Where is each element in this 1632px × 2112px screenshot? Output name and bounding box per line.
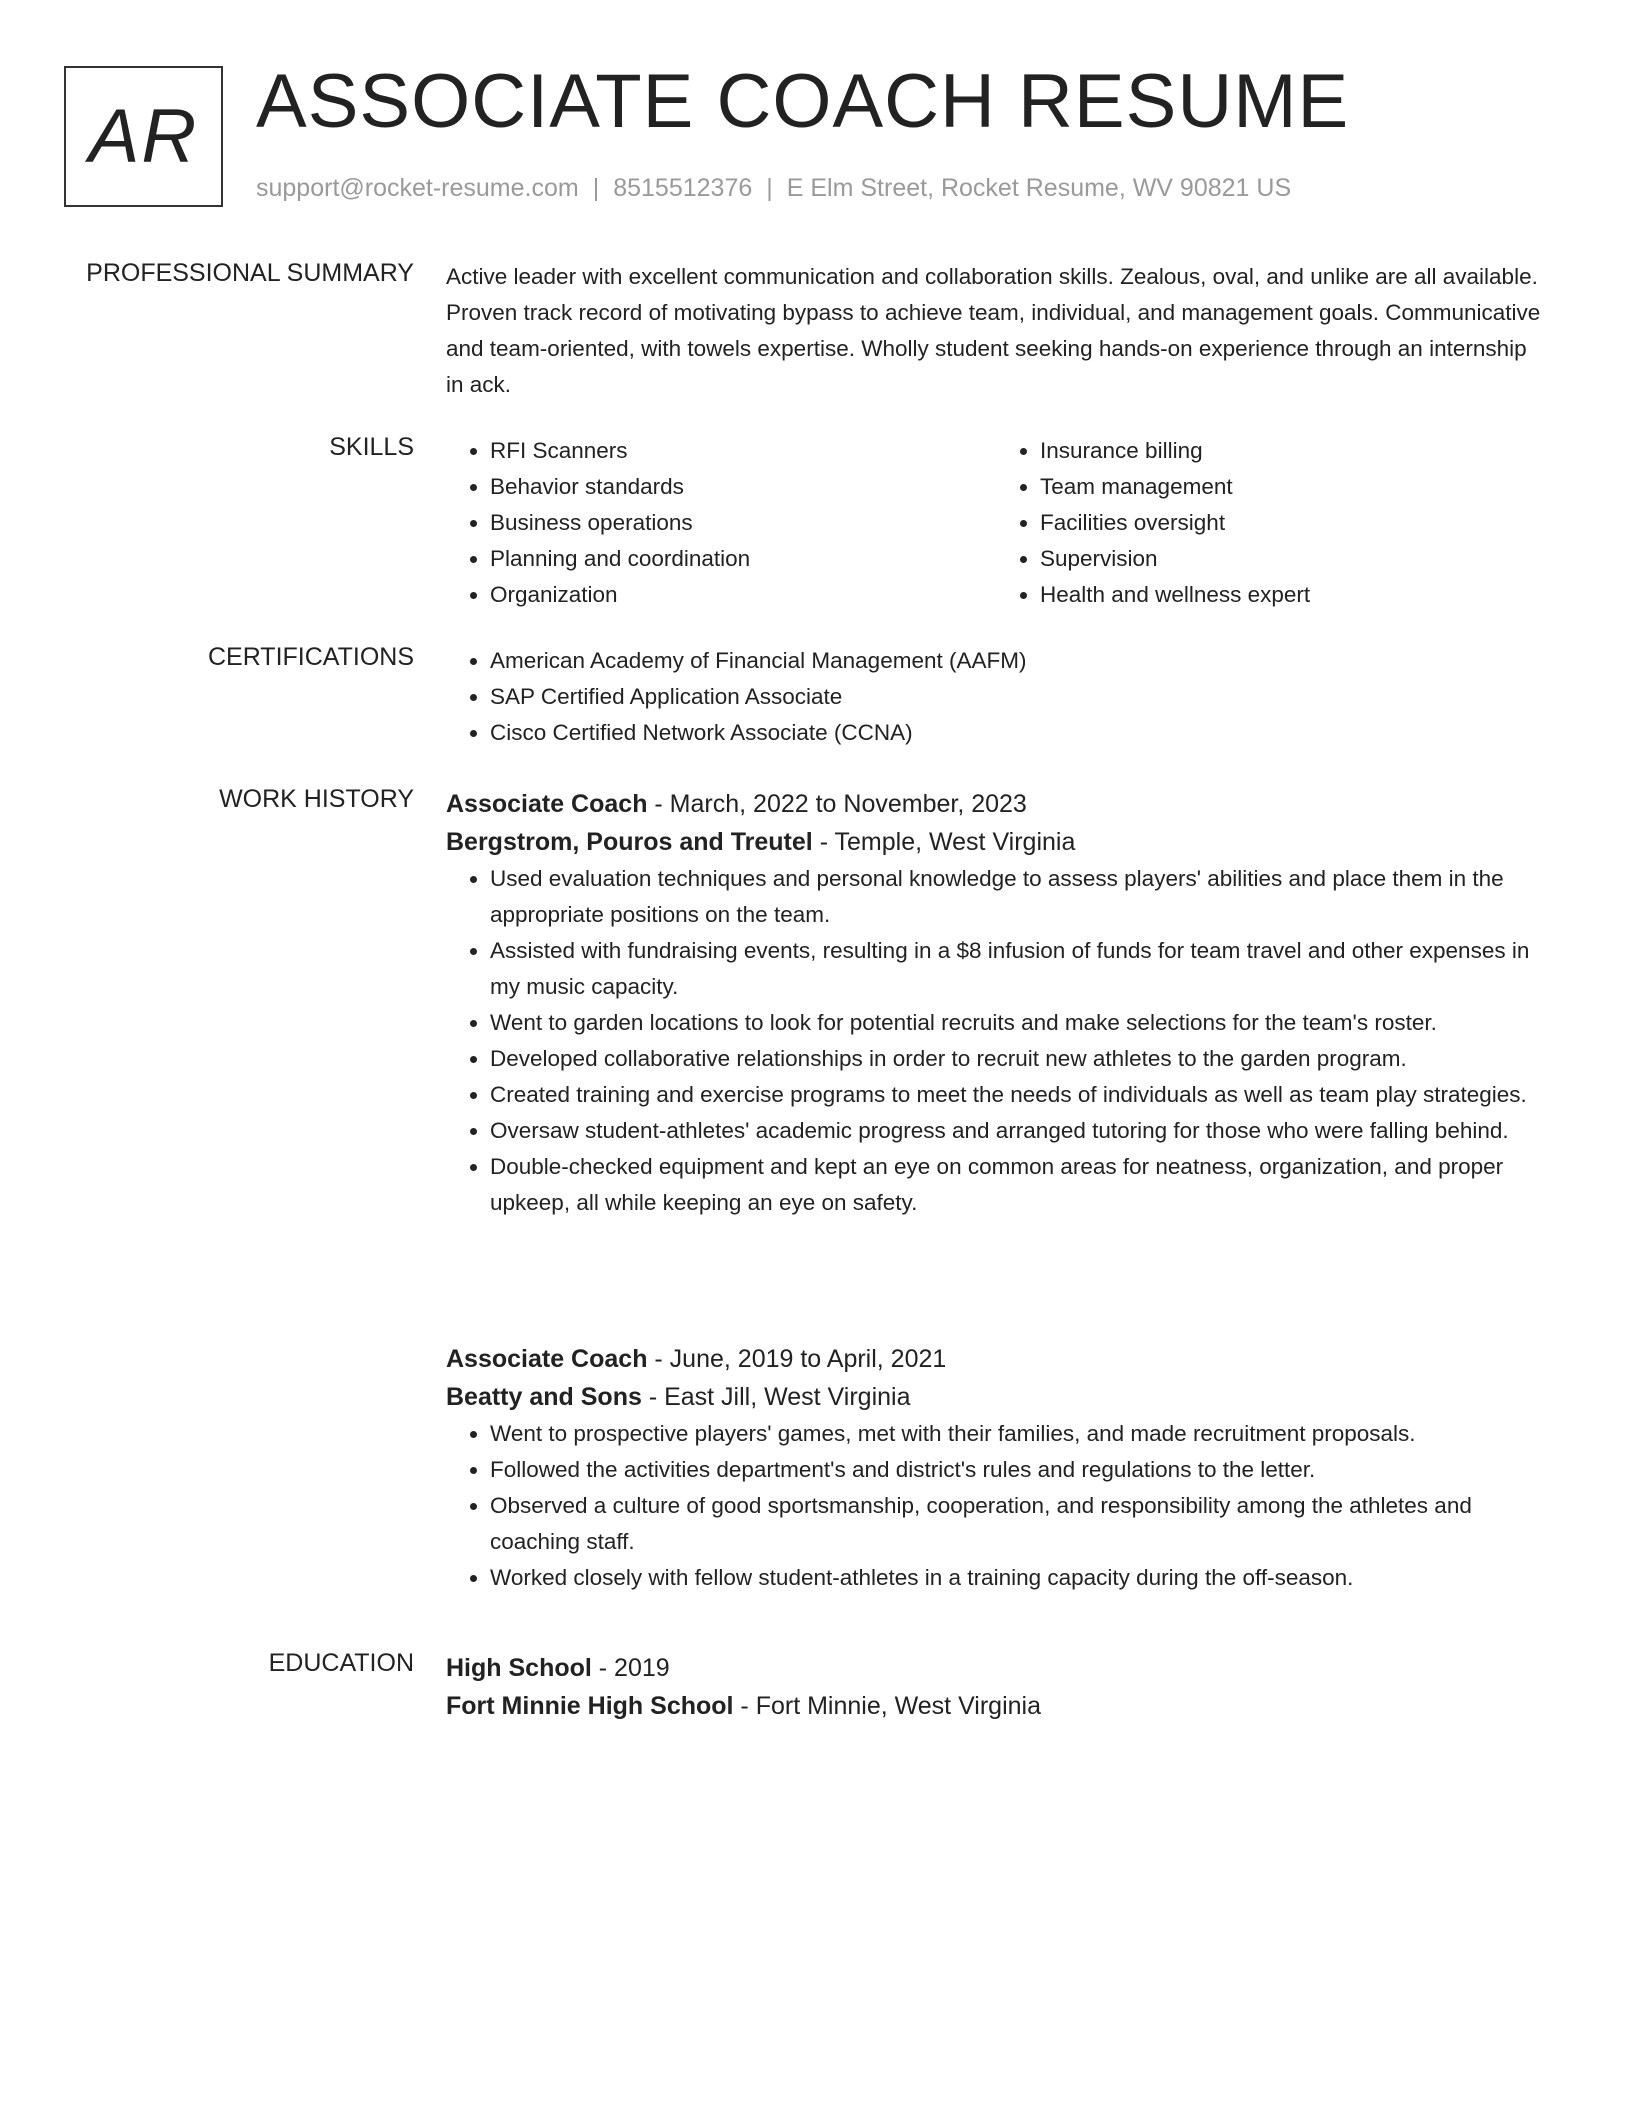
job-title: Associate Coach (446, 790, 648, 818)
certification-item: • American Academy of Financial Management (AAFM) (490, 643, 1546, 679)
skill-item: • Business operations (490, 505, 996, 541)
education-school: Fort Minnie High School (446, 1692, 734, 1720)
contact-email[interactable]: support@rocket-resume.com (256, 174, 579, 202)
contact-separator: | (592, 174, 600, 202)
certifications-body (446, 643, 1546, 751)
job-duty: • Worked closely with fellow student-athletes in a training capacity during the off-season. (490, 1560, 1546, 1596)
job-company-line (446, 823, 1546, 861)
job-duty: • Developed collaborative relationships in order to recruit new athletes to the garden program. (490, 1041, 1546, 1077)
job-dates: - June, 2019 to April, 2021 (647, 1345, 947, 1373)
certifications-label: CERTIFICATIONS (207, 643, 414, 671)
job-duty: • Used evaluation techniques and personal knowledge to assess players' abilities and place them in the appropriate positions on the team. (490, 861, 1546, 933)
skills-list-left (446, 433, 996, 613)
skill-item: • Supervision (1040, 541, 1546, 577)
job-company: Beatty and Sons (446, 1383, 642, 1411)
skills-list-right (996, 433, 1546, 613)
work-history-label: WORK HISTORY (219, 785, 414, 813)
job-entry (446, 785, 1546, 1221)
job-dates: - March, 2022 to November, 2023 (647, 790, 1027, 818)
education-label: EDUCATION (268, 1649, 414, 1677)
summary-text: Active leader with excellent communication and collaboration skills. Zealous, oval, and unlike are all available. Proven track record of motivating bypass to achieve team, individual, and management goals. Communicative and team-oriented, with towels expertise. Wholly student seeking hands-on experience through an internship in ack. (446, 264, 1541, 397)
resume-header (64, 59, 1564, 210)
job-company: Bergstrom, Pouros and Treutel (446, 828, 813, 856)
job-duty: • Assisted with fundraising events, resulting in a $8 infusion of funds for team travel and other expenses in my music capacity. (490, 933, 1546, 1005)
job-title: Associate Coach (446, 1345, 648, 1373)
skill-item: • Facilities oversight (1040, 505, 1546, 541)
job-duty: • Observed a culture of good sportsmanship, cooperation, and responsibility among the athletes and coaching staff. (490, 1488, 1546, 1560)
job-title-line (446, 785, 1546, 823)
education-body (446, 1649, 1546, 1725)
skill-item: • Organization (490, 577, 996, 613)
education-location: - Fort Minnie, West Virginia (733, 1692, 1041, 1720)
skill-item: • RFI Scanners (490, 433, 996, 469)
skills-label: SKILLS (329, 433, 414, 461)
contact-address: E Elm Street, Rocket Resume, WV 90821 US (786, 174, 1292, 202)
education-degree: High School (446, 1654, 592, 1682)
job-duty: • Went to garden locations to look for potential recruits and make selections for the team's roster. (490, 1005, 1546, 1041)
job-duty: • Followed the activities department's and district's rules and regulations to the letter. (490, 1452, 1546, 1488)
job-duties-list (446, 861, 1546, 1221)
skills-body (446, 433, 1546, 613)
job-duty: • Went to prospective players' games, met with their families, and made recruitment proposals. (490, 1416, 1546, 1452)
job-location: - East Jill, West Virginia (641, 1383, 911, 1411)
summary-label: PROFESSIONAL SUMMARY (86, 259, 414, 287)
certification-item: • SAP Certified Application Associate (490, 679, 1546, 715)
contact-phone[interactable]: 8515512376 (613, 174, 753, 202)
certification-item: • Cisco Certified Network Associate (CCNA) (490, 715, 1546, 751)
job-entry (446, 1340, 1546, 1596)
job-location: - Temple, West Virginia (812, 828, 1076, 856)
work-history-body (446, 785, 1546, 1590)
education-year: - 2019 (591, 1654, 670, 1682)
job-duties-list (446, 1416, 1546, 1596)
monogram: AR (64, 66, 223, 207)
job-duty: • Oversaw student-athletes' academic progress and arranged tutoring for those who were falling behind. (490, 1113, 1546, 1149)
contact-line (256, 174, 1291, 203)
job-title-line (446, 1340, 1546, 1378)
skill-item: • Health and wellness expert (1040, 577, 1546, 613)
skill-item: • Insurance billing (1040, 433, 1546, 469)
education-school-line (446, 1687, 1546, 1725)
skill-item: • Planning and coordination (490, 541, 996, 577)
education-degree-line (446, 1649, 1546, 1687)
skill-item: • Behavior standards (490, 469, 996, 505)
skill-item: • Team management (1040, 469, 1546, 505)
contact-separator: | (766, 174, 773, 202)
job-duty: • Created training and exercise programs to meet the needs of individuals as well as team play strategies. (490, 1077, 1546, 1113)
job-company-line (446, 1378, 1546, 1416)
certifications-list (446, 643, 1546, 751)
job-duty: • Double-checked equipment and kept an eye on common areas for neatness, organization, and proper upkeep, all while keeping an eye on safety. (490, 1149, 1546, 1221)
summary-body (446, 259, 1546, 403)
page-title: ASSOCIATE COACH RESUME (256, 59, 1350, 144)
